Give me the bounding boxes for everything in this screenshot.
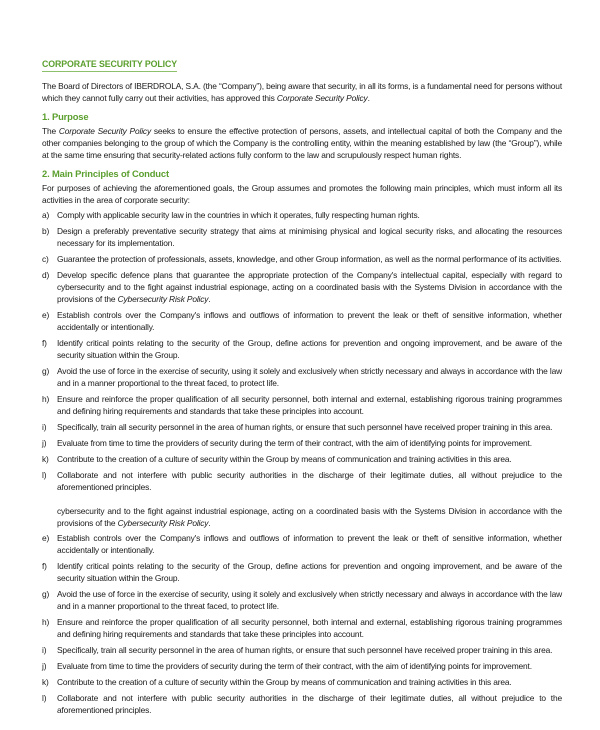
list-marker: f) bbox=[42, 561, 47, 571]
list-item bbox=[42, 365, 562, 389]
list-item bbox=[42, 269, 562, 305]
list-marker: j) bbox=[42, 438, 47, 448]
list-marker: e) bbox=[42, 533, 50, 543]
list-item bbox=[42, 560, 562, 584]
principles-list bbox=[42, 209, 562, 493]
list-item bbox=[42, 676, 562, 688]
list-item bbox=[42, 588, 562, 612]
list-item bbox=[42, 393, 562, 417]
list-text: Evaluate from time to time the providers of security during the term of their contract, with the aim of identifying points for improvement. bbox=[57, 438, 532, 448]
continuation-paragraph: cybersecurity and to the fight against industrial espionage, acting on a coordinated basis with the Systems Division in accordance with the provisions of the Cybersecurity Risk Policy. bbox=[57, 506, 562, 528]
principles-list-repeat bbox=[42, 532, 562, 716]
list-marker: i) bbox=[42, 645, 47, 655]
list-text: Establish controls over the Company's inflows and outflows of information to prevent the leak or theft of sensitive information, whether accidentally or intentionally. bbox=[57, 533, 562, 555]
list-item bbox=[42, 616, 562, 640]
list-marker: b) bbox=[42, 226, 50, 236]
intro-paragraph: The Board of Directors of IBERDROLA, S.A. (the “Company”), being aware that security, in all its forms, is a fundamental need for persons without which they cannot fully carry out their activities, has approved this Corporate Security Policy. bbox=[42, 81, 562, 103]
list-text: Contribute to the creation of a culture of security within the Group by means of communication and training activities in this area. bbox=[57, 454, 512, 464]
list-text: Avoid the use of force in the exercise of security, using it solely and exclusively when strictly necessary and always in accordance with the law and in a manner proportional to the threat faced, to protect life. bbox=[57, 589, 562, 611]
list-text: Establish controls over the Company's inflows and outflows of information to prevent the leak or theft of sensitive information, whether accidentally or intentionally. bbox=[57, 310, 562, 332]
document-page bbox=[42, 58, 562, 720]
list-marker: e) bbox=[42, 310, 50, 320]
list-text: Comply with applicable security law in the countries in which it operates, fully respecting human rights. bbox=[57, 210, 420, 220]
list-marker: k) bbox=[42, 677, 49, 687]
list-marker: g) bbox=[42, 589, 50, 599]
list-marker: g) bbox=[42, 366, 50, 376]
list-item bbox=[42, 437, 562, 449]
purpose-heading: 1. Purpose bbox=[42, 111, 89, 122]
list-text: Collaborate and not interfere with public security authorities in the discharge of their legitimate duties, all without prejudice to the aforementioned principles. bbox=[57, 693, 562, 715]
list-marker: h) bbox=[42, 617, 50, 627]
list-marker: c) bbox=[42, 254, 49, 264]
document-title: CORPORATE SECURITY POLICY bbox=[42, 58, 177, 72]
list-item bbox=[42, 644, 562, 656]
list-item bbox=[42, 453, 562, 465]
list-item bbox=[42, 469, 562, 493]
principles-heading: 2. Main Principles of Conduct bbox=[42, 168, 169, 179]
list-marker: f) bbox=[42, 338, 47, 348]
list-marker: d) bbox=[42, 270, 50, 280]
list-marker: l) bbox=[42, 470, 47, 480]
list-text: Guarantee the protection of professionals, assets, knowledge, and other Group information, as well as the normal performance of its activities. bbox=[57, 254, 562, 264]
list-marker: i) bbox=[42, 422, 47, 432]
list-text: Identify critical points relating to the security of the Group, define actions for prevention and ongoing improvement, and be aware of the security situation within the Group. bbox=[57, 561, 562, 583]
principles-intro: For purposes of achieving the aforementioned goals, the Group assumes and promotes the following main principles, which must inform all its activities in the area of corporate security: bbox=[42, 183, 562, 205]
list-text: Identify critical points relating to the security of the Group, define actions for prevention and ongoing improvement, and be aware of the security situation within the Group. bbox=[57, 338, 562, 360]
list-item bbox=[42, 225, 562, 249]
purpose-paragraph: The Corporate Security Policy seeks to ensure the effective protection of persons, assets, and intellectual capital of both the Company and the other companies belonging to the group of which the Company is the controlling entity, within the meaning established by law (the “Group”), while at the same time ensuring that security-related actions fully conform to the law and scrupulously respect human rights. bbox=[42, 126, 562, 160]
list-item bbox=[42, 692, 562, 716]
list-text: Design a preferably preventative security strategy that aims at minimising physical and logical security risks, and allocating the resources necessary for its implementation. bbox=[57, 226, 562, 248]
list-item bbox=[42, 660, 562, 672]
list-item bbox=[42, 253, 562, 265]
list-text: Develop specific defence plans that guarantee the appropriate protection of the Company's intellectual capital, especially with regard to cybersecurity and to the fight against industrial espionage, acting on a coordinated basis with the Systems Division in accordance with the provisions of the Cybersecurity Risk Policy. bbox=[57, 270, 562, 304]
list-item bbox=[42, 209, 562, 221]
list-marker: h) bbox=[42, 394, 50, 404]
list-text: Ensure and reinforce the proper qualification of all security personnel, both internal and external, establishing rigorous training programmes and defining hiring requirements and standards that take these principles into account. bbox=[57, 617, 562, 639]
list-text: Contribute to the creation of a culture of security within the Group by means of communication and training activities in this area. bbox=[57, 677, 512, 687]
list-text: Avoid the use of force in the exercise of security, using it solely and exclusively when strictly necessary and always in accordance with the law and in a manner proportional to the threat faced, to protect life. bbox=[57, 366, 562, 388]
list-text: Ensure and reinforce the proper qualification of all security personnel, both internal and external, establishing rigorous training programmes and defining hiring requirements and standards that take these principles into account. bbox=[57, 394, 562, 416]
list-marker: l) bbox=[42, 693, 47, 703]
list-item bbox=[42, 337, 562, 361]
list-text: Collaborate and not interfere with public security authorities in the discharge of their legitimate duties, all without prejudice to the aforementioned principles. bbox=[57, 470, 562, 492]
list-marker: j) bbox=[42, 661, 47, 671]
list-text: Specifically, train all security personnel in the area of human rights, or ensure that such personnel have received proper training in this area. bbox=[57, 645, 553, 655]
list-marker: a) bbox=[42, 210, 50, 220]
list-marker: k) bbox=[42, 454, 49, 464]
list-item bbox=[42, 309, 562, 333]
list-text: Specifically, train all security personnel in the area of human rights, or ensure that such personnel have received proper training in this area. bbox=[57, 422, 553, 432]
list-text: Evaluate from time to time the providers of security during the term of their contract, with the aim of identifying points for improvement. bbox=[57, 661, 532, 671]
list-item bbox=[42, 421, 562, 433]
list-item bbox=[42, 532, 562, 556]
